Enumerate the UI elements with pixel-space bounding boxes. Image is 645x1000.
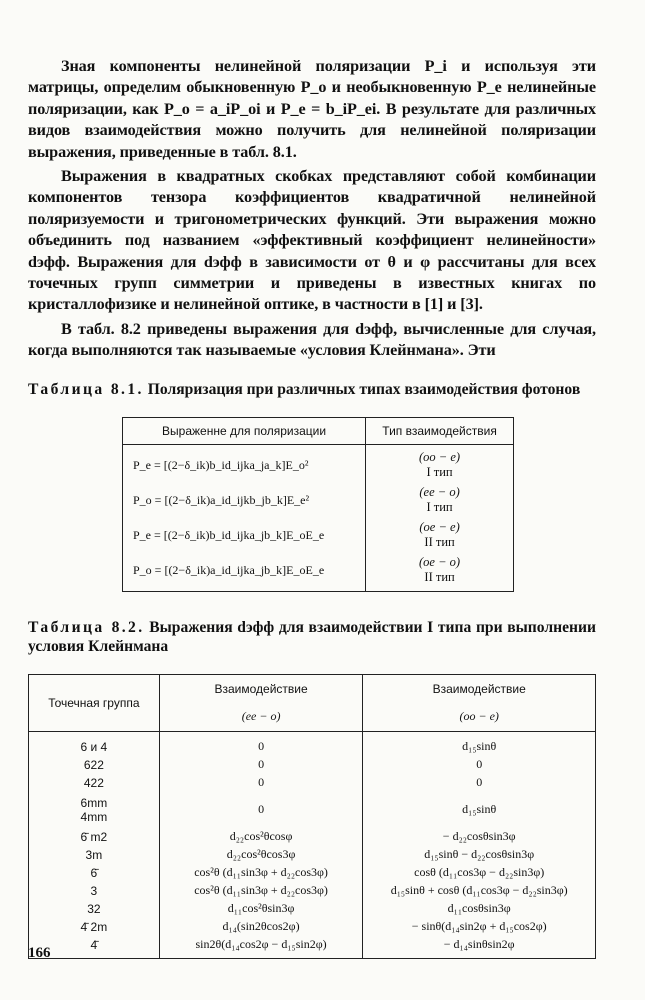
t2-cell-ee-o: cos²θ (d₁₁sin3φ + d₂₂cos3φ) bbox=[159, 882, 363, 900]
t2-row bbox=[29, 731, 596, 756]
t2-cell-oo-e: 0 bbox=[363, 756, 596, 774]
t1-type-pol: (ee − o) bbox=[419, 485, 460, 500]
t2-cell-group: 422 bbox=[29, 774, 160, 792]
t2-cell-ee-o: 0 bbox=[159, 792, 363, 828]
table-deff bbox=[28, 674, 596, 959]
t2-cell-group: 3 bbox=[29, 882, 160, 900]
t2-header-col1: Взаимодействие bbox=[159, 674, 363, 703]
table2-label: Таблица 8.2. bbox=[28, 618, 145, 636]
t2-header-col2-sub: (oo − e) bbox=[363, 703, 596, 732]
page bbox=[28, 56, 596, 959]
t1-formula: P_o = [(2−δ_ik)a_id_ijkb_jb_k]E_e² bbox=[123, 483, 366, 518]
t2-cell-ee-o: d₂₂cos²θcos3φ bbox=[159, 846, 363, 864]
t2-cell-group: 4̄ 2m bbox=[29, 918, 160, 936]
t2-cell-ee-o: 0 bbox=[159, 774, 363, 792]
table1-title: Поляризация при различных типах взаимодействия фотонов bbox=[147, 380, 581, 398]
t1-formula: P_e = [(2−δ_ik)b_id_ijka_ja_k]E_o² bbox=[123, 444, 366, 483]
t2-cell-group: 622 bbox=[29, 756, 160, 774]
table1-label: Таблица 8.1. bbox=[28, 380, 144, 398]
table-polarization bbox=[122, 417, 514, 592]
t2-cell-group: 6 и 4 bbox=[29, 731, 160, 756]
t1-body bbox=[123, 444, 514, 591]
t2-cell-group: 3m bbox=[29, 846, 160, 864]
t1-row bbox=[123, 518, 514, 553]
t2-cell-oo-e: − sinθ(d₁₄sin2φ + d₁₅cos2φ) bbox=[363, 918, 596, 936]
t2-cell-ee-o: 0 bbox=[159, 731, 363, 756]
t2-row bbox=[29, 828, 596, 846]
t2-cell-oo-e: d₁₅sinθ − d₂₂cosθsin3φ bbox=[363, 846, 596, 864]
t1-type bbox=[366, 518, 514, 553]
page-number: 166 bbox=[28, 945, 51, 961]
t2-row bbox=[29, 864, 596, 882]
paragraph-1: Зная компоненты нелинейной поляризации P_i и используя эти матрицы, определим обыкновенную P_o и необыкновенную P_e нелинейные поляризации, как P_o = a_iP_oi и P_e = b_iP_ei. В результате для различных видов взаимодействия можно получить для нелинейной поляризации выражения, приведенные в табл. 8.1. bbox=[28, 57, 596, 161]
t2-cell-oo-e: cosθ (d₁₁cos3φ − d₂₂sin3φ) bbox=[363, 864, 596, 882]
t1-type-pol: (oe − e) bbox=[419, 520, 460, 535]
t1-row bbox=[123, 444, 514, 483]
t2-cell-ee-o: d₂₂cos²θcosφ bbox=[159, 828, 363, 846]
paragraph-2: Выражения в квадратных скобках представляют собой комбинации компонентов тензора коэффициентов квадратичной нелинейной поляризуемости и тригонометрических функций. Эти выражения можно объединить под названием «эффективный коэффициент нелинейности» dэфф. Выражения для dэфф в зависимости от θ и φ рассчитаны для всех точечных групп симметрии и приведены в известных книгах по кристаллофизике и нелинейной оптике, в частности в [1] и [3]. bbox=[28, 167, 596, 314]
t2-cell-ee-o: 0 bbox=[159, 756, 363, 774]
t1-type-name: II тип bbox=[424, 570, 455, 585]
t2-row bbox=[29, 756, 596, 774]
t2-header-group: Точечная группа bbox=[29, 674, 160, 731]
t2-cell-ee-o: cos²θ (d₁₁sin3φ + d₂₂cos3φ) bbox=[159, 864, 363, 882]
t1-header-expression: Выраженне для поляризации bbox=[123, 417, 366, 444]
t1-formula: P_o = [(2−δ_ik)a_id_ijka_jb_k]E_oE_e bbox=[123, 553, 366, 592]
t2-row bbox=[29, 882, 596, 900]
t1-formula: P_e = [(2−δ_ik)b_id_ijka_jb_k]E_oE_e bbox=[123, 518, 366, 553]
t1-type-name: II тип bbox=[424, 535, 455, 550]
t2-cell-oo-e: d₁₅sinθ bbox=[363, 792, 596, 828]
table2-title: Выражения dэфф для взаимодействии I типа при выполнении условия Клейнмана bbox=[28, 618, 596, 655]
t2-cell-oo-e: − d₂₂cosθsin3φ bbox=[363, 828, 596, 846]
t1-type-pol: (oe − o) bbox=[419, 555, 461, 570]
t2-header-col1-sub: (ee − o) bbox=[159, 703, 363, 732]
table1-caption bbox=[28, 380, 596, 399]
t2-cell-group: 6mm 4mm bbox=[29, 792, 160, 828]
t1-row bbox=[123, 483, 514, 518]
t2-cell-group: 32 bbox=[29, 900, 160, 918]
t2-cell-oo-e: − d₁₄sinθsin2φ bbox=[363, 936, 596, 959]
t2-cell-oo-e: d₁₁cosθsin3φ bbox=[363, 900, 596, 918]
t2-row bbox=[29, 846, 596, 864]
t1-type bbox=[366, 553, 514, 592]
t2-header-col2: Взаимодействие bbox=[363, 674, 596, 703]
t2-cell-oo-e: d₁₅sinθ bbox=[363, 731, 596, 756]
t1-row bbox=[123, 553, 514, 592]
t2-row bbox=[29, 918, 596, 936]
t1-type bbox=[366, 483, 514, 518]
t2-cell-ee-o: sin2θ(d₁₄cos2φ − d₁₅sin2φ) bbox=[159, 936, 363, 959]
t2-body bbox=[29, 731, 596, 958]
t1-type-name: I тип bbox=[426, 465, 453, 480]
t2-cell-oo-e: d₁₅sinθ + cosθ (d₁₁cos3φ − d₂₂sin3φ) bbox=[363, 882, 596, 900]
t2-cell-ee-o: d₁₄(sin2θcos2φ) bbox=[159, 918, 363, 936]
t2-cell-ee-o: d₁₁cos²θsin3φ bbox=[159, 900, 363, 918]
t1-type bbox=[366, 444, 514, 483]
t1-header-type: Тип взаимодействия bbox=[366, 417, 514, 444]
t2-cell-group: 4̄ bbox=[29, 936, 160, 959]
t2-row bbox=[29, 774, 596, 792]
t2-cell-group: 6̄ bbox=[29, 864, 160, 882]
table2-caption bbox=[28, 618, 596, 656]
t2-cell-group: 6̄ m2 bbox=[29, 828, 160, 846]
t2-cell-oo-e: 0 bbox=[363, 774, 596, 792]
paragraph-3: В табл. 8.2 приведены выражения для dэфф, вычисленные для случая, когда выполняются так называемые «условия Клейнмана». Эти bbox=[28, 319, 596, 360]
t2-row bbox=[29, 900, 596, 918]
t2-row bbox=[29, 792, 596, 828]
t1-type-name: I тип bbox=[426, 500, 453, 515]
t2-row bbox=[29, 936, 596, 959]
t1-type-pol: (oo − e) bbox=[419, 450, 461, 465]
